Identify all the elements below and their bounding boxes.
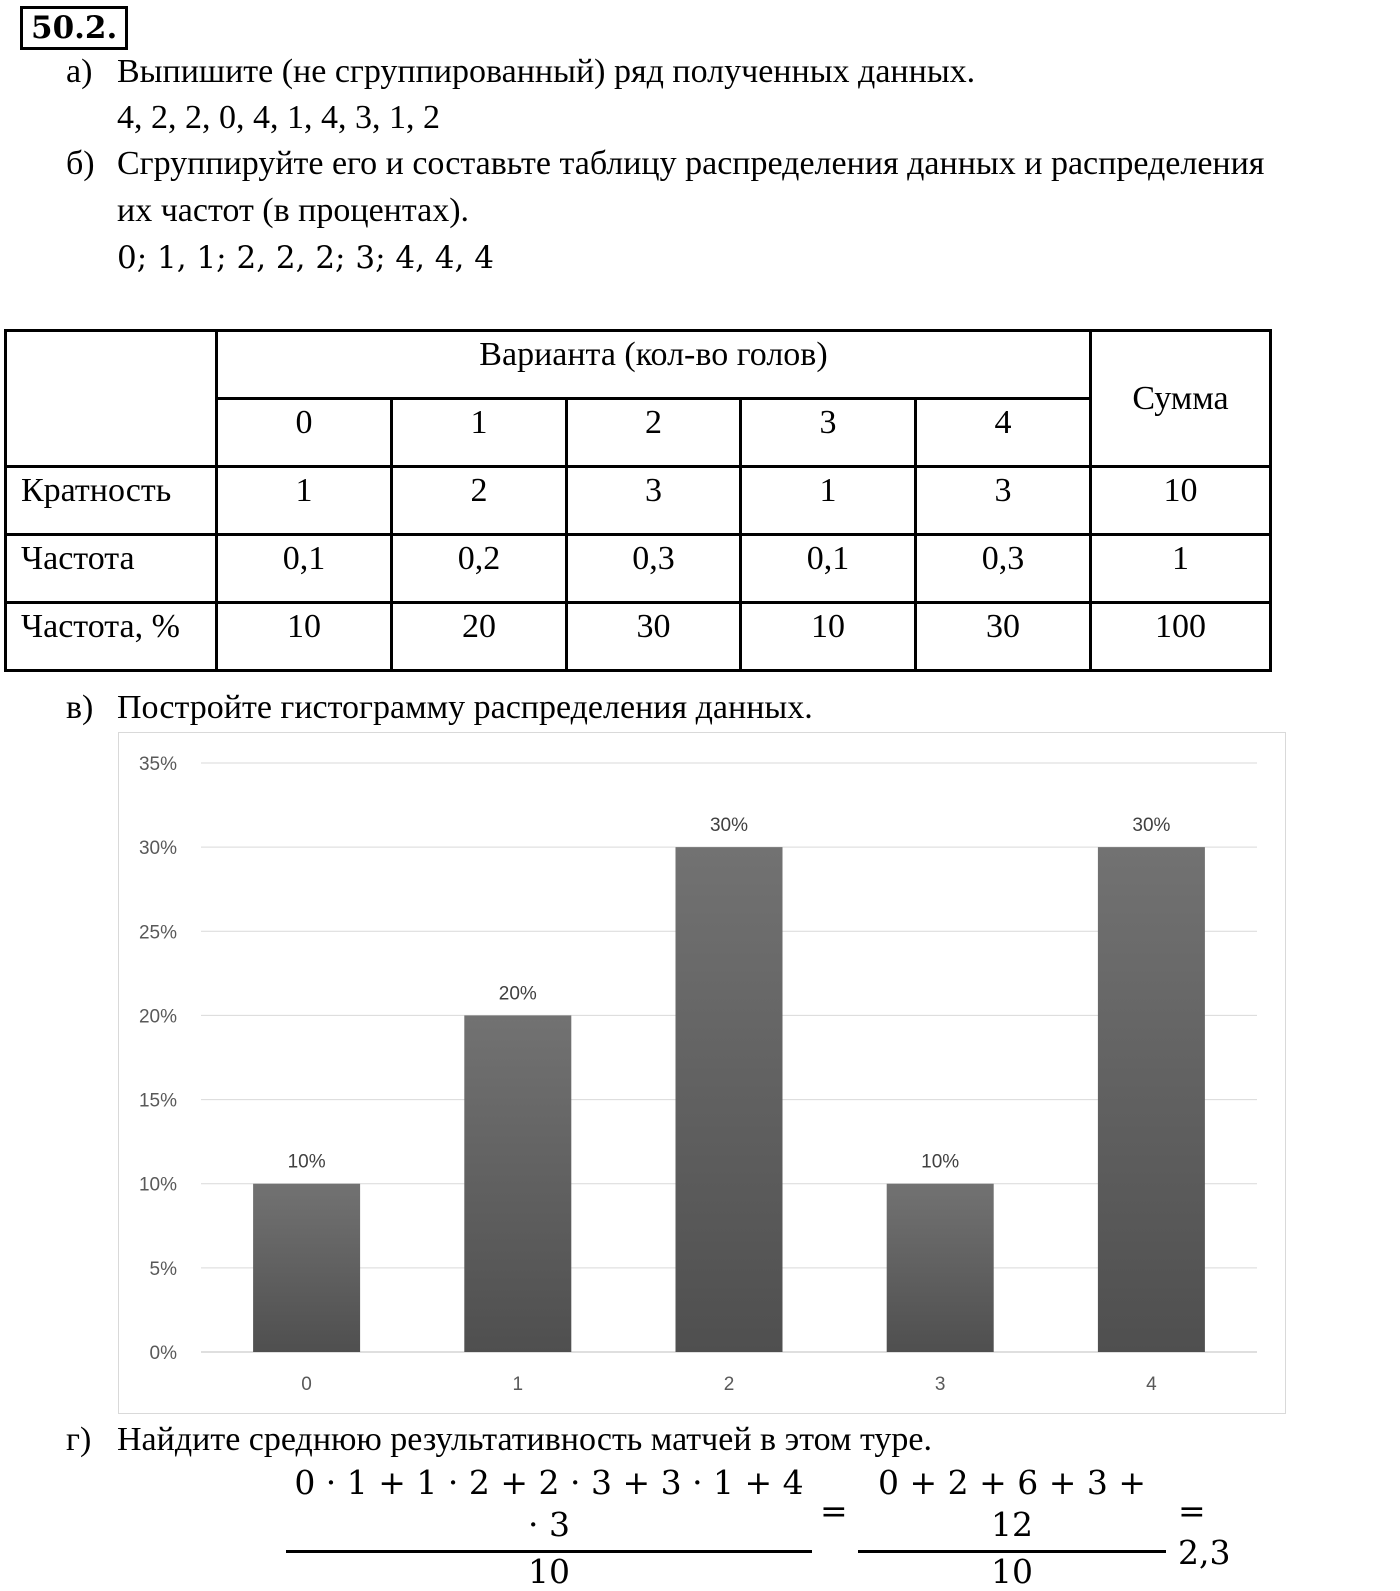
y-tick-label: 20% xyxy=(138,1006,177,1028)
table-cell: 10 xyxy=(217,603,392,671)
data-label: 10% xyxy=(921,1151,960,1173)
table-cell: 3 xyxy=(916,467,1091,535)
equals-sign: = xyxy=(820,1491,848,1530)
part-c-text: Постройте гистограмму распределения данных. xyxy=(117,689,813,726)
part-b-answer: 0; 1, 1; 2, 2, 2; 3; 4, 4, 4 xyxy=(117,240,494,276)
y-tick-label: 30% xyxy=(138,838,177,860)
bar xyxy=(464,1015,571,1352)
variant-header: Варианта (кол-во голов) xyxy=(217,331,1091,399)
sum-cell: 100 xyxy=(1091,603,1271,671)
table-cell: 0,3 xyxy=(916,535,1091,603)
fraction-2-denominator: 10 xyxy=(991,1552,1033,1591)
table-row xyxy=(6,467,1271,535)
bar xyxy=(1098,847,1205,1352)
data-label: 10% xyxy=(287,1151,326,1173)
part-b-text-line2: их частот (в процентах). xyxy=(117,192,470,229)
table-cell: 1 xyxy=(217,467,392,535)
table-cell: 20 xyxy=(392,603,567,671)
table-cell: 3 xyxy=(567,467,741,535)
sum-cell: 10 xyxy=(1091,467,1271,535)
bar xyxy=(253,1184,360,1352)
table-cell: 10 xyxy=(741,603,916,671)
part-c-label: в) xyxy=(66,689,94,726)
x-tick-label: 4 xyxy=(1146,1374,1157,1395)
row-label: Частота, % xyxy=(6,603,217,671)
part-a-label: а) xyxy=(66,53,93,90)
result: = 2,3 xyxy=(1178,1491,1231,1572)
data-label: 30% xyxy=(709,815,749,837)
bar xyxy=(676,847,783,1352)
histogram-chart xyxy=(118,732,1286,1414)
fraction-2 xyxy=(858,1462,1166,1591)
data-label: 30% xyxy=(1132,815,1171,837)
table-corner-cell xyxy=(6,331,217,467)
part-d-text: Найдите среднюю результативность матчей в этом туре. xyxy=(117,1421,932,1458)
y-tick-label: 15% xyxy=(138,1090,177,1112)
table-header-row xyxy=(6,331,1271,399)
x-tick-label: 3 xyxy=(934,1374,946,1395)
x-tick-label: 2 xyxy=(723,1374,735,1395)
task-number: 50.2. xyxy=(20,6,128,50)
bar xyxy=(887,1184,994,1352)
table-cell: 30 xyxy=(916,603,1091,671)
histogram-svg xyxy=(119,733,1285,1413)
fraction-1-denominator: 10 xyxy=(528,1552,570,1591)
table-cell: 0,2 xyxy=(392,535,567,603)
part-a-answer: 4, 2, 2, 0, 4, 1, 4, 3, 1, 2 xyxy=(117,99,440,136)
part-b-text-line1: Сгруппируйте его и составьте таблицу распределения данных и распределения xyxy=(117,145,1265,182)
x-tick-label: 1 xyxy=(512,1374,524,1395)
row-label: Кратность xyxy=(6,467,217,535)
variant-cell: 0 xyxy=(217,399,392,467)
part-a-text: Выпишите (не сгруппированный) ряд полученных данных. xyxy=(117,53,976,90)
table-cell: 30 xyxy=(567,603,741,671)
fraction-1-numerator: 0 · 1 + 1 · 2 + 2 · 3 + 3 · 1 + 4 · 3 xyxy=(294,1463,804,1544)
table-row xyxy=(6,535,1271,603)
y-tick-label: 35% xyxy=(138,754,177,775)
table-cell: 0,3 xyxy=(567,535,741,603)
variant-cell: 1 xyxy=(392,399,567,467)
table-row xyxy=(6,603,1271,671)
fraction-2-numerator: 0 + 2 + 6 + 3 + 12 xyxy=(877,1463,1146,1544)
part-d-label: г) xyxy=(66,1421,92,1458)
y-tick-label: 10% xyxy=(138,1174,177,1196)
sum-cell: 1 xyxy=(1091,535,1271,603)
variant-cell: 4 xyxy=(916,399,1091,467)
y-tick-label: 0% xyxy=(149,1343,177,1364)
x-tick-label: 0 xyxy=(301,1374,312,1395)
table-cell: 0,1 xyxy=(217,535,392,603)
part-b-label: б) xyxy=(66,145,95,182)
y-tick-label: 5% xyxy=(149,1258,177,1280)
fraction-1 xyxy=(286,1462,812,1591)
data-label: 20% xyxy=(498,983,537,1005)
variant-cell: 2 xyxy=(567,399,741,467)
y-tick-label: 25% xyxy=(138,922,177,944)
distribution-table xyxy=(4,329,1272,672)
sum-header: Сумма xyxy=(1091,331,1271,467)
table-cell: 2 xyxy=(392,467,567,535)
table-cell: 0,1 xyxy=(741,535,916,603)
row-label: Частота xyxy=(6,535,217,603)
variant-cell: 3 xyxy=(741,399,916,467)
table-cell: 1 xyxy=(741,467,916,535)
